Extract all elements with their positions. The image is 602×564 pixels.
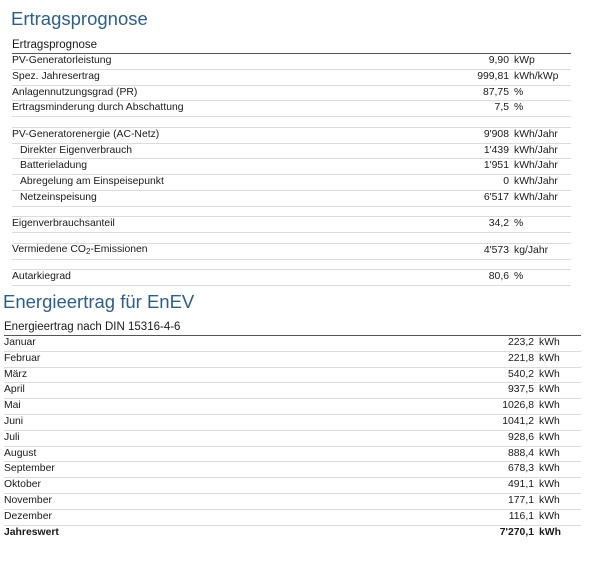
ertragsprognose-subheading: Ertragsprognose	[12, 38, 571, 54]
table-row	[12, 144, 571, 160]
row-unit: kWh/Jahr	[514, 144, 558, 156]
total-row	[4, 526, 581, 541]
month-unit: kWh	[539, 494, 560, 506]
table-row	[12, 191, 571, 207]
table-row	[4, 336, 581, 352]
month-unit: kWh	[539, 463, 560, 475]
table-row	[4, 383, 581, 399]
month-value: 1041,2	[502, 415, 534, 427]
row-label: PV-Generatorleistung	[12, 55, 112, 66]
table-row	[4, 510, 581, 526]
month-unit: kWh	[539, 431, 560, 443]
enev-table	[4, 320, 581, 540]
row-label: Netzeinspeisung	[20, 191, 97, 203]
ertragsprognose-table	[12, 38, 571, 286]
row-unit: kg/Jahr	[514, 244, 549, 256]
table-row	[4, 478, 581, 494]
row-label: Autarkiegrad	[12, 271, 71, 283]
month-label: Juni	[4, 415, 24, 427]
enev-subheading: Energieertrag nach DIN 15316-4-6	[4, 320, 581, 336]
row-label: Anlagennutzungsgrad (PR)	[12, 86, 138, 98]
row-value: 34,2	[488, 218, 509, 230]
spacer-row	[12, 260, 571, 271]
table-row	[4, 352, 581, 368]
row-value: 87,75	[482, 86, 509, 98]
row-label: Ertragsminderung durch Abschattung	[12, 102, 184, 114]
row-unit: %	[514, 86, 524, 98]
enev-heading: Energieertrag für EnEV	[3, 291, 195, 312]
month-label: September	[4, 463, 55, 475]
ertragsprognose-heading: Ertragsprognose	[11, 8, 148, 29]
row-value: 80,6	[488, 271, 509, 283]
table-row	[12, 159, 571, 175]
month-value: 540,2	[507, 368, 534, 380]
row-unit: %	[514, 218, 524, 230]
month-unit: kWh	[539, 415, 560, 427]
row-value: 0	[503, 176, 509, 188]
co2-label-prefix: Vermiedene CO	[12, 243, 86, 255]
row-unit: %	[514, 102, 524, 114]
table-row	[12, 175, 571, 191]
row-value: 9,90	[488, 55, 509, 66]
row-value: 7,5	[494, 102, 509, 114]
row-value: 6'517	[483, 191, 509, 203]
month-label: März	[4, 368, 28, 380]
row-label: Direkter Eigenverbrauch	[20, 144, 133, 156]
table-row	[12, 70, 571, 86]
table-row	[12, 128, 571, 144]
table-row	[12, 54, 571, 70]
row-label: Spez. Jahresertrag	[12, 70, 100, 82]
row-value: 4'573	[483, 244, 509, 256]
table-row	[12, 270, 571, 286]
month-label: August	[4, 447, 37, 459]
row-value: 9'908	[483, 128, 509, 140]
table-row	[4, 399, 581, 415]
row-value: 1'951	[483, 160, 509, 172]
table-row	[4, 368, 581, 384]
month-label: November	[4, 494, 52, 506]
month-value: 223,2	[507, 337, 534, 348]
row-label: Abregelung am Einspeisepunkt	[20, 176, 164, 188]
row-unit: kWh/Jahr	[514, 128, 558, 140]
month-label: Juli	[4, 431, 20, 443]
month-unit: kWh	[539, 400, 560, 412]
table-row	[12, 217, 571, 233]
table-row	[12, 101, 571, 117]
month-unit: kWh	[539, 384, 560, 396]
month-value: 928,6	[507, 431, 534, 443]
table-row	[4, 431, 581, 447]
table-row	[4, 462, 581, 478]
table-row	[12, 86, 571, 102]
month-unit: kWh	[539, 337, 560, 348]
row-unit: kWh/Jahr	[514, 160, 558, 172]
table-row	[4, 494, 581, 510]
row-unit: kWh/Jahr	[514, 191, 558, 203]
row-value: 1'439	[483, 144, 509, 156]
month-label: April	[4, 384, 25, 396]
table-row	[4, 415, 581, 431]
row-label: Batterieladung	[20, 160, 88, 172]
month-value: 491,1	[507, 479, 534, 491]
row-unit: %	[514, 271, 524, 283]
row-value: 999,81	[477, 70, 509, 82]
spacer-row	[12, 117, 571, 128]
co2-label-subscript: 2	[85, 246, 91, 256]
row-unit: kWh/Jahr	[514, 176, 558, 188]
month-label: Februar	[4, 352, 41, 364]
month-label: Januar	[4, 337, 36, 348]
row-label: Eigenverbrauchsanteil	[12, 218, 115, 230]
month-unit: kWh	[539, 479, 560, 491]
total-value: 7'270,1	[499, 526, 534, 538]
total-label: Jahreswert	[4, 526, 59, 538]
month-value: 177,1	[507, 494, 534, 506]
month-value: 888,4	[507, 447, 534, 459]
row-unit: kWp	[514, 55, 535, 66]
table-row	[4, 447, 581, 463]
total-unit: kWh	[539, 526, 561, 538]
month-value: 937,5	[507, 384, 534, 396]
row-label	[12, 243, 419, 260]
row-unit: kWh/kWp	[514, 70, 559, 82]
month-label: Oktober	[4, 479, 41, 491]
spacer-row	[12, 207, 571, 218]
month-unit: kWh	[539, 368, 560, 380]
month-unit: kWh	[539, 510, 560, 522]
month-value: 116,1	[508, 510, 534, 522]
month-value: 678,3	[507, 463, 534, 475]
month-unit: kWh	[539, 352, 560, 364]
month-label: Dezember	[4, 510, 52, 522]
table-row	[12, 244, 571, 260]
co2-label-suffix: -Emissionen	[90, 243, 148, 255]
month-value: 221,8	[507, 352, 534, 364]
row-label: PV-Generatorenergie (AC-Netz)	[12, 128, 160, 140]
month-unit: kWh	[539, 447, 560, 459]
month-label: Mai	[4, 400, 21, 412]
month-value: 1026,8	[502, 400, 534, 412]
